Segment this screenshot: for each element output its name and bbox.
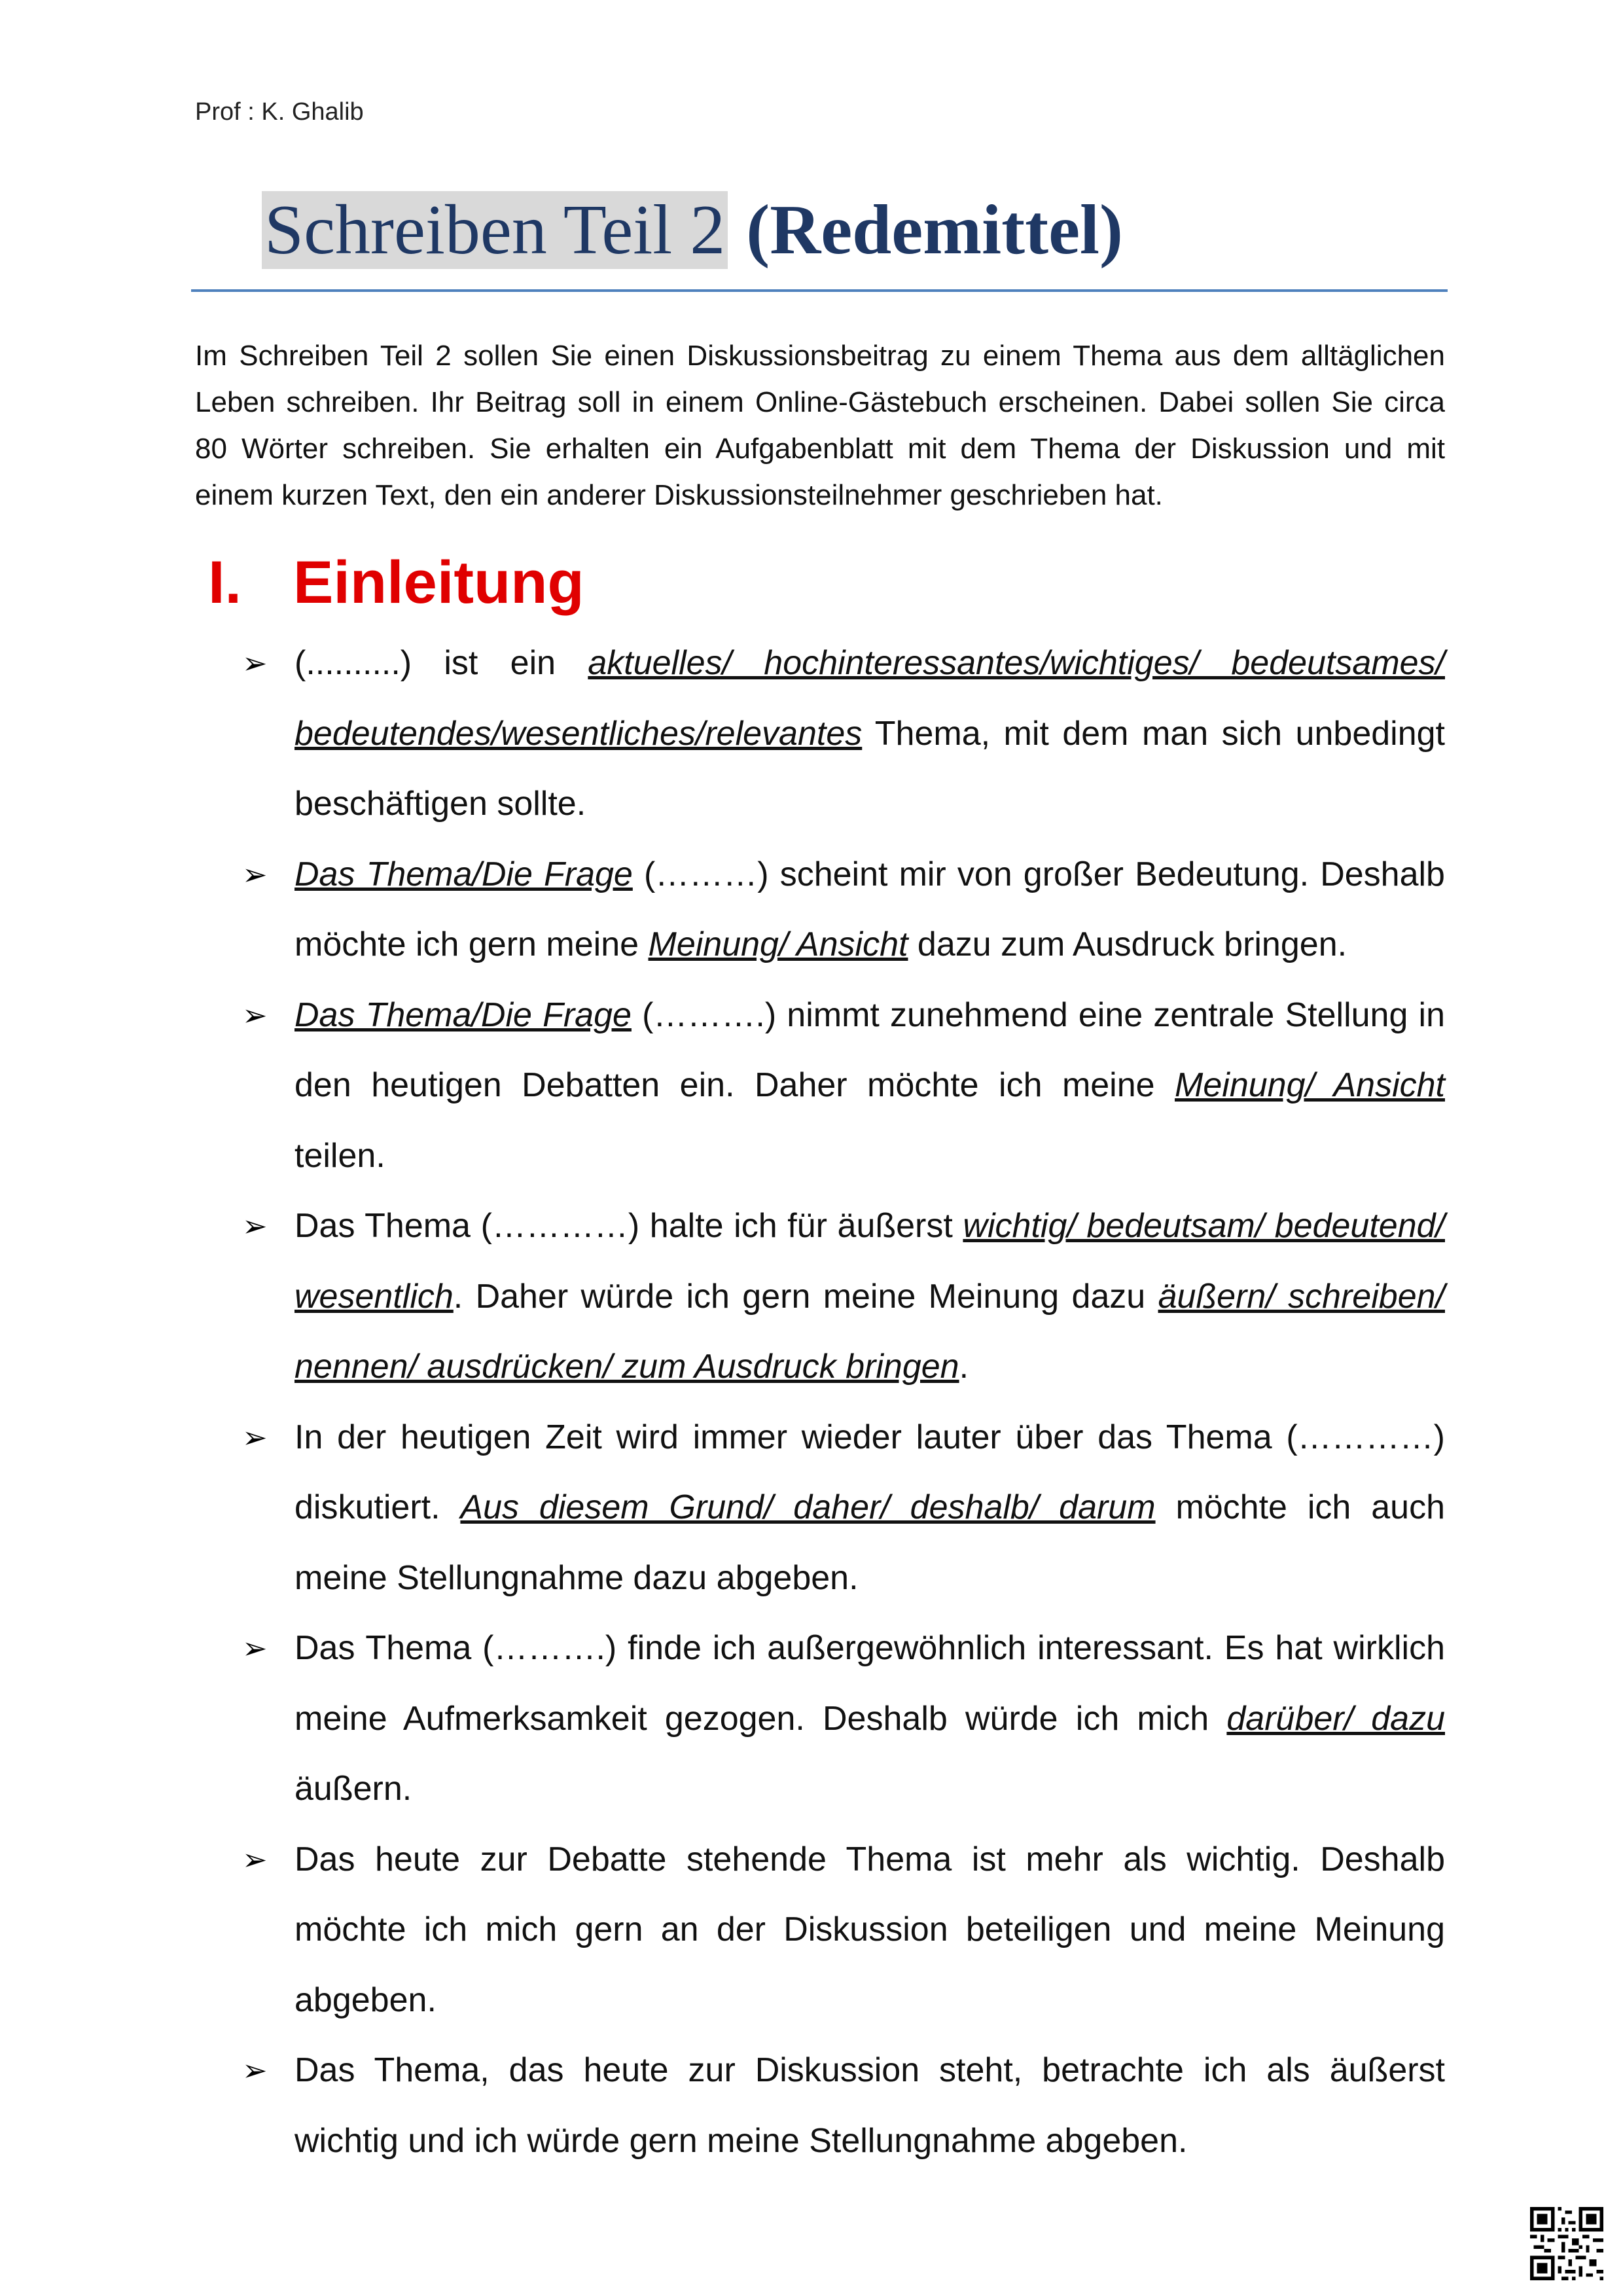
intro-paragraph: Im Schreiben Teil 2 sollen Sie einen Diskussionsbeitrag zu einem Thema aus dem alltäglichen Leben schreiben. Ihr Beitrag soll in einem Online-Gästebuch erscheinen. Dabei sollen Sie circa 80 Wörter schreiben. Sie erhalten ein Aufgabenblatt mit dem Thema der Diskussion und mit einem kurzen Text, den ein anderer Diskussionsteilnehmer geschrieben hat. <box>195 340 1445 511</box>
arrowhead-bullet-icon: ➢ <box>242 857 268 891</box>
item-text: In der heutigen Zeit wird immer wieder lauter über das Thema (…………) diskutiert. <box>294 1418 1445 1526</box>
item-emphasis: wichtig/ bedeutsam/ bedeutend/ wesentlich <box>294 1207 1445 1316</box>
item-emphasis: darüber/ dazu <box>1226 1699 1446 1738</box>
item-text: dazu zum Ausdruck bringen. <box>908 925 1347 963</box>
title-main: Schreiben Teil 2 <box>262 191 728 269</box>
item-text: teilen. <box>294 1136 385 1175</box>
list-item <box>242 628 1445 840</box>
item-text: Das Thema (…………) halte ich für äußerst <box>294 1207 963 1245</box>
title-divider <box>191 289 1448 292</box>
item-emphasis: äußern/ schreiben/ nennen/ ausdrücken/ zum Ausdruck bringen <box>294 1277 1445 1386</box>
list-item <box>242 980 1445 1192</box>
item-text: (………) scheint mir von großer Bedeutung. Deshalb möchte ich gern meine <box>294 855 1445 963</box>
item-text: (……….) nimmt zunehmend eine zentrale Stellung in den heutigen Debatten ein. Daher möchte ich meine <box>294 996 1445 1104</box>
phrase-list <box>242 628 1445 2176</box>
arrowhead-bullet-icon: ➢ <box>242 997 268 1032</box>
list-item <box>242 2036 1445 2176</box>
arrowhead-bullet-icon: ➢ <box>242 1842 268 1876</box>
list-item <box>242 1191 1445 1403</box>
page-author: Prof : K. Ghalib <box>195 98 364 126</box>
item-text: Thema, mit dem man sich unbedingt beschäftigen sollte. <box>294 714 1445 823</box>
section-heading <box>208 548 584 617</box>
arrowhead-bullet-icon: ➢ <box>242 646 268 680</box>
item-emphasis: Das Thema/Die Frage <box>294 996 632 1034</box>
item-emphasis: Meinung/ Ansicht <box>648 925 908 963</box>
list-item <box>242 1613 1445 1825</box>
list-item <box>242 1825 1445 2036</box>
item-text: (..........) ist ein <box>294 644 588 682</box>
item-text: Das Thema (……….) finde ich außergewöhnlich interessant. Es hat wirklich meine Aufmerksamkeit gezogen. Deshalb würde ich mich <box>294 1629 1445 1738</box>
item-text: . <box>959 1348 969 1386</box>
item-emphasis: Aus diesem Grund/ daher/ deshalb/ darum <box>460 1488 1156 1526</box>
arrowhead-bullet-icon: ➢ <box>242 1631 268 1665</box>
item-text: Das Thema, das heute zur Diskussion steht, betrachte ich als äußerst wichtig und ich würde gern meine Stellungnahme abgeben. <box>294 2051 1445 2160</box>
arrowhead-bullet-icon: ➢ <box>242 1209 268 1243</box>
item-text: äußern. <box>294 1770 412 1808</box>
arrowhead-bullet-icon: ➢ <box>242 2053 268 2087</box>
item-text: . Daher würde ich gern meine Meinung dazu <box>453 1277 1158 1316</box>
section-numeral: I. <box>208 549 242 616</box>
item-emphasis: Meinung/ Ansicht <box>1175 1066 1445 1104</box>
list-item <box>242 840 1445 980</box>
list-item <box>242 1403 1445 1614</box>
qr-code-icon <box>1530 2207 1603 2280</box>
item-emphasis: aktuelles/ hochinteressantes/wichtiges/ bedeutsames/ bedeutendes/wesentliches/relevantes <box>294 644 1446 753</box>
page-title <box>262 185 1123 276</box>
section-title: Einleitung <box>293 549 584 616</box>
arrowhead-bullet-icon: ➢ <box>242 1420 268 1454</box>
item-text: Das heute zur Debatte stehende Thema ist mehr als wichtig. Deshalb möchte ich mich gern an der Diskussion beteiligen und meine Meinung abgeben. <box>294 1840 1445 2019</box>
item-text: möchte ich auch meine Stellungnahme dazu abgeben. <box>294 1488 1445 1597</box>
item-emphasis: Das Thema/Die Frage <box>294 855 633 893</box>
title-sub: (Redemittel) <box>746 191 1123 269</box>
